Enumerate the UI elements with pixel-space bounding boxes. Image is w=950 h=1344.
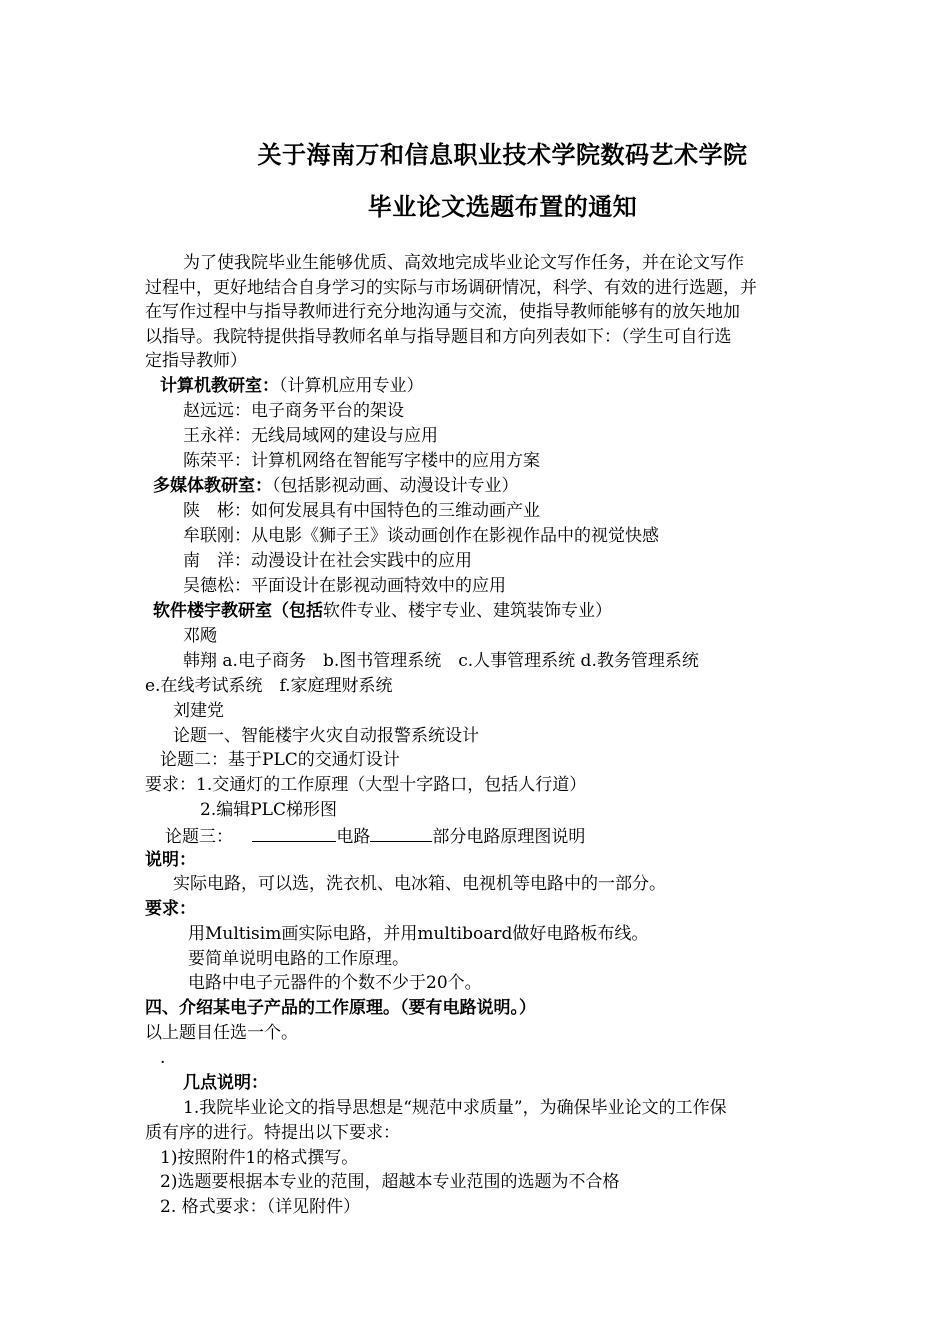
software-section-heading — [153, 599, 612, 623]
topic-3-prefix: 论题三： — [165, 827, 233, 847]
intro-line-1: 为了使我院毕业生能够优质、高效地完成毕业论文写作任务，并在论文写作 — [183, 253, 744, 273]
computer-section-heading — [160, 374, 424, 398]
topic-2-requirement-1: 要求：1.交通灯的工作原理（大型十字路口，包括人行道） — [145, 775, 587, 795]
topic-2-requirement-2: 2.编辑PLC梯形图 — [200, 800, 337, 820]
notes-sub-1: 1)按照附件1的格式撰写。 — [160, 1148, 359, 1168]
requirement-item-2: 要简单说明电路的工作原理。 — [188, 949, 409, 969]
software-heading: 软件楼宇教研室（包括 — [153, 601, 323, 621]
notes-item-2: 2. 格式要求：（详见附件） — [160, 1197, 361, 1217]
topic-1: 论题一、智能楼宇火灾自动报警系统设计 — [173, 726, 479, 746]
multimedia-item-2: 牟联刚：从电影《狮子王》谈动画创作在影视作品中的视觉快感 — [183, 526, 659, 546]
notes-sub-2: 2)选题要根据本专业的范围，超越本专业范围的选题为不合格 — [160, 1172, 620, 1192]
topic-4: 四、介绍某电子产品的工作原理。（要有电路说明。） — [145, 998, 536, 1018]
stray-dot: . — [160, 1048, 166, 1068]
title-line-1: 关于海南万和信息职业技术学院数码艺术学院 — [257, 141, 748, 169]
multimedia-item-4: 吴德松：平面设计在影视动画特效中的应用 — [183, 576, 506, 596]
notes-item-1-line-2: 质有序的进行。特提出以下要求： — [145, 1123, 400, 1143]
explain-text: 实际电路，可以选，洗衣机、电冰箱、电视机等电路中的一部分。 — [173, 874, 666, 894]
intro-line-2: 过程中，更好地结合自身学习的实际与市场调研情况，科学、有效的进行选题，并 — [145, 278, 757, 298]
requirements-label: 要求： — [145, 899, 196, 919]
computer-heading: 计算机教研室： — [160, 376, 279, 396]
requirement-item-1: 用Multisim画实际电路，并用multiboard做好电路板布线。 — [188, 924, 649, 944]
notes-item-1-line-1: 1.我院毕业论文的指导思想是“规范中求质量”，为确保毕业论文的工作保 — [183, 1098, 727, 1118]
software-note: 软件专业、楼宇专业、建筑装饰专业） — [323, 601, 612, 621]
intro-line-3: 在写作过程中与指导教师进行充分地沟通与交流，使指导教师能够有的放矢地加 — [145, 302, 740, 322]
topic-3-blank-2 — [370, 823, 432, 842]
title-line-2: 毕业论文选题布置的通知 — [367, 193, 638, 221]
intro-line-5: 定指导教师） — [145, 351, 247, 371]
software-teacher-1: 邓飏 — [183, 626, 217, 646]
topic-3 — [165, 823, 585, 849]
intro-line-4: 以指导。我院特提供指导教师名单与指导题目和方向列表如下：（学生可自行选 — [145, 327, 732, 347]
topic-2: 论题二：基于PLC的交通灯设计 — [160, 750, 400, 770]
software-teacher-3: 刘建党 — [173, 701, 224, 721]
computer-item-3: 陈荣平：计算机网络在智能写字楼中的应用方案 — [183, 451, 540, 471]
topic-3-blank-1 — [252, 823, 336, 842]
multimedia-note: （包括影视动画、动漫设计专业） — [272, 476, 519, 496]
multimedia-heading: 多媒体教研室： — [153, 476, 272, 496]
software-teacher-2-cont: e.在线考试系统 f.家庭理财系统 — [145, 676, 393, 696]
computer-item-2: 王永祥：无线局域网的建设与应用 — [183, 426, 438, 446]
notes-heading: 几点说明： — [183, 1073, 268, 1093]
multimedia-section-heading — [153, 474, 519, 498]
software-teacher-2: 韩翔 a.电子商务 b.图书管理系统 c.人事管理系统 d.教务管理系统 — [183, 651, 699, 671]
explain-label: 说明： — [145, 850, 196, 870]
computer-note: （计算机应用专业） — [279, 376, 424, 396]
computer-item-1: 赵远远：电子商务平台的架设 — [183, 401, 404, 421]
choose-one: 以上题目任选一个。 — [145, 1023, 298, 1043]
multimedia-item-1: 陕 彬：如何发展具有中国特色的三维动画产业 — [183, 501, 540, 521]
topic-3-mid: 电路 — [336, 827, 371, 847]
multimedia-item-3: 南 洋：动漫设计在社会实践中的应用 — [183, 551, 472, 571]
requirement-item-3: 电路中电子元器件的个数不少于20个。 — [188, 973, 482, 993]
topic-3-suffix: 部分电路原理图说明 — [432, 827, 586, 847]
